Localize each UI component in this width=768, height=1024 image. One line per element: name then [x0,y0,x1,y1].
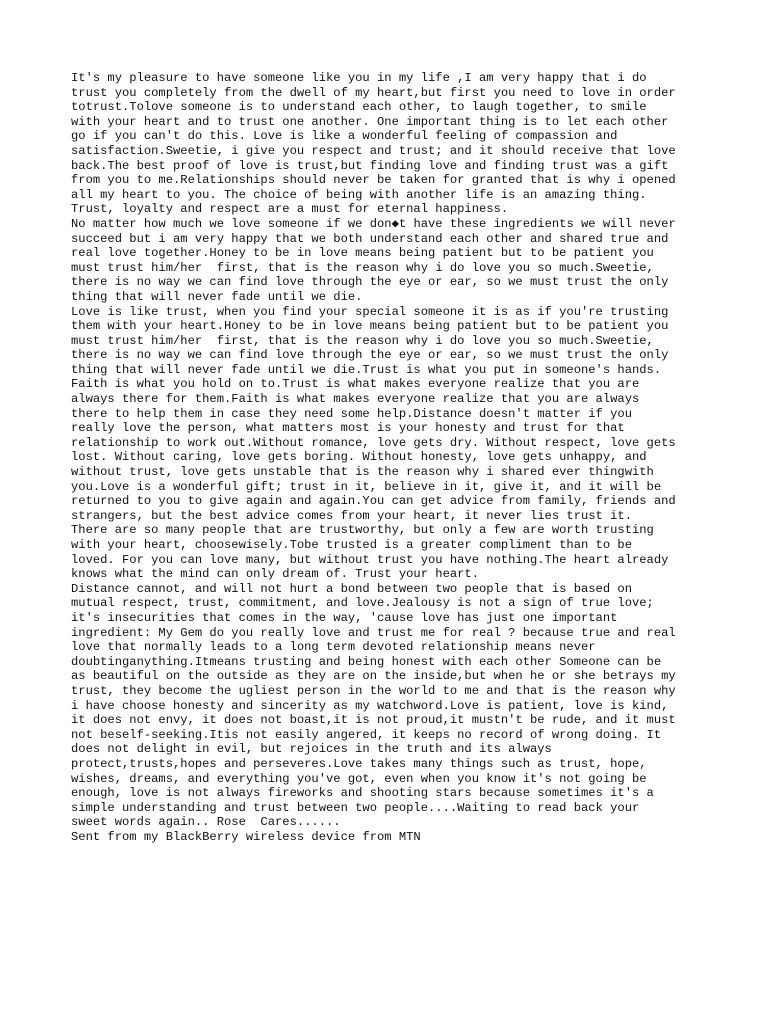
text-line: wishes, dreams, and everything you've got, even when you know it's not going be [71,771,647,786]
text-line: Sent from my BlackBerry wireless device from MTN [71,829,421,844]
text-line: not beself-seeking.Itis not easily angered, it keeps no record of wrong doing. It [71,727,662,742]
text-line: really love the person, what matters most is your honesty and trust for that [71,421,625,436]
text-line: must trust him/her first, that is the reason why i do love you so much.Sweetie, [71,260,654,275]
text-line: Trust, loyalty and respect are a must for eternal happiness. [71,202,509,217]
text-line: from you to me.Relationships should never be taken for granted that is why i opened [71,173,676,188]
text-line: There are so many people that are trustworthy, but only a few are worth trusting [71,523,654,538]
text-line: go if you can't do this. Love is like a wonderful feeling of compassion and [71,129,618,144]
text-line: trust, they become the ugliest person in the world to me and that is the reason why [71,683,676,698]
text-line: must trust him/her first, that is the reason why i do love you so much.Sweetie, [71,333,654,348]
letter-body-text [71,71,711,844]
text-line: ingredient: My Gem do you really love and trust me for real ? because true and real [71,625,676,640]
text-line: you.Love is a wonderful gift; trust in it, believe in it, give it, and it will be [71,479,662,494]
text-line: Love is like trust, when you find your special someone it is as if you're trusting [71,304,669,319]
text-line: sweet words again.. Rose Cares...... [71,815,341,830]
text-line: It's my pleasure to have someone like you in my life ,I am very happy that i do [71,71,647,85]
text-line: protect,trusts,hopes and perseveres.Love takes many things such as trust, hope, [71,756,647,771]
text-line: relationship to work out.Without romance, love gets dry. Without respect, love gets [71,435,676,450]
text-line: thing that will never fade until we die. [71,289,363,304]
text-line: does not delight in evil, but rejoices in the truth and its always [71,742,552,757]
text-line: lost. Without caring, love gets boring. Without honesty, love gets unhappy, and [71,450,647,465]
text-line: loved. For you can love many, but without trust you have nothing.The heart already [71,552,669,567]
text-line: as beautiful on the outside as they are on the inside,but when he or she betrays my [71,669,676,684]
text-line: strangers, but the best advice comes from your heart, it never lies trust it. [71,508,632,523]
text-line: all my heart to you. The choice of being with another life is an amazing thing. [71,187,647,202]
text-line: Distance cannot, and will not hurt a bond between two people that is based on [71,581,632,596]
text-line: it does not envy, it does not boast,it is not proud,it mustn't be rude, and it must [71,713,676,728]
text-line: there is no way we can find love through the eye or ear, so we must trust the only [71,275,669,290]
text-line: there is no way we can find love through the eye or ear, so we must trust the only [71,348,669,363]
text-line: No matter how much we love someone if we don◆t have these ingredients we will never [71,216,676,231]
text-line: simple understanding and trust between two people....Waiting to read back your [71,800,640,815]
text-line: back.The best proof of love is trust,but finding love and finding trust was a gift [71,158,669,173]
text-line: satisfaction.Sweetie, i give you respect and trust; and it should receive that love [71,143,676,158]
text-line: knows what the mind can only dream of. Trust your heart. [71,567,479,582]
text-line: mutual respect, trust, commitment, and love.Jealousy is not a sign of true love; [71,596,654,611]
text-line: Faith is what you hold on to.Trust is what makes everyone realize that you are [71,377,640,392]
text-line: succeed but i am very happy that we both understand each other and shared true and [71,231,669,246]
text-line: without trust, love gets unstable that is the reason why i shared ever thingwith [71,465,654,480]
text-line: with your heart and to trust one another. One important thing is to let each other [71,114,669,129]
text-line: it's insecurities that comes in the way, 'cause love has just one important [71,610,618,625]
text-line: returned to you to give again and again.You can get advice from family, friends and [71,494,676,509]
text-line: thing that will never fade until we die.Trust is what you put in someone's hands. [71,362,662,377]
text-line: always there for them.Faith is what makes everyone realize that you are always [71,392,640,407]
text-line: trust you completely from the dwell of my heart,but first you need to love in order [71,85,676,100]
text-line: i have choose honesty and sincerity as my watchword.Love is patient, love is kind, [71,698,669,713]
text-line: there to help them in case they need some help.Distance doesn't matter if you [71,406,632,421]
text-line: totrust.Tolove someone is to understand each other, to laugh together, to smile [71,100,647,115]
text-line: love that normally leads to a long term devoted relationship means never [71,640,596,655]
text-line: them with your heart.Honey to be in love means being patient but to be patient you [71,319,669,334]
text-line: with your heart, choosewisely.Tobe trusted is a greater compliment than to be [71,538,632,552]
text-line: enough, love is not always fireworks and shooting stars because sometimes it's a [71,786,654,801]
text-line: doubtinganything.Itmeans trusting and being honest with each other Someone can be [71,654,662,669]
text-line: real love together.Honey to be in love means being patient but to be patient you [71,246,654,261]
